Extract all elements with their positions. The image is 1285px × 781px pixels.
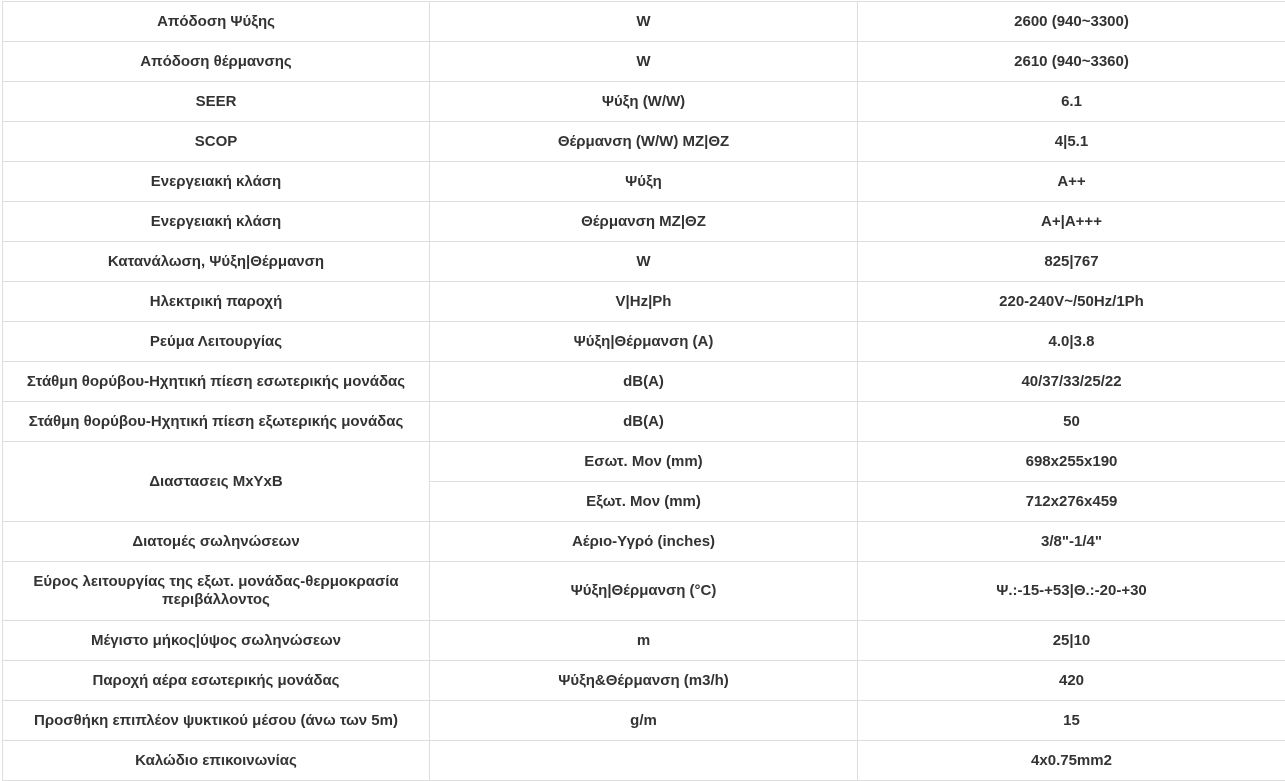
spec-label: SCOP — [3, 122, 430, 162]
spec-label: Ενεργειακή κλάση — [3, 162, 430, 202]
dimensions-indoor-unit: Εσωτ. Μον (mm) — [430, 442, 858, 482]
spec-value: 2610 (940~3360) — [858, 42, 1285, 82]
spec-unit: Ψύξη|Θέρμανση (A) — [430, 322, 858, 362]
spec-unit: Θέρμανση (W/W) ΜΖ|ΘΖ — [430, 122, 858, 162]
spec-label: Προσθήκη επιπλέον ψυκτικού μέσου (άνω των 5m) — [3, 701, 430, 741]
spec-unit: m — [430, 621, 858, 661]
table-row — [3, 82, 1285, 122]
spec-value: 25|10 — [858, 621, 1285, 661]
spec-unit: Ψύξη — [430, 162, 858, 202]
table-row — [3, 621, 1285, 661]
table-row — [3, 442, 1285, 482]
spec-value: 6.1 — [858, 82, 1285, 122]
dimensions-outdoor-unit: Εξωτ. Μον (mm) — [430, 482, 858, 522]
table-row — [3, 282, 1285, 322]
spec-label: Ενεργειακή κλάση — [3, 202, 430, 242]
spec-unit: Ψύξη&Θέρμανση (m3/h) — [430, 661, 858, 701]
spec-label: Ρεύμα Λειτουργίας — [3, 322, 430, 362]
spec-unit: dB(A) — [430, 362, 858, 402]
dimensions-label: Διαστασεις ΜxΥxΒ — [3, 442, 430, 522]
spec-value: Ψ.:-15-+53|Θ.:-20-+30 — [858, 562, 1285, 621]
spec-value: 15 — [858, 701, 1285, 741]
table-row — [3, 162, 1285, 202]
table-row — [3, 701, 1285, 741]
spec-unit: W — [430, 42, 858, 82]
spec-value: 3/8"-1/4" — [858, 522, 1285, 562]
spec-unit: W — [430, 2, 858, 42]
table-row — [3, 661, 1285, 701]
table-row — [3, 362, 1285, 402]
table-row — [3, 242, 1285, 282]
table-row — [3, 122, 1285, 162]
spec-label: Παροχή αέρα εσωτερικής μονάδας — [3, 661, 430, 701]
dimensions-indoor-value: 698x255x190 — [858, 442, 1285, 482]
table-row — [3, 562, 1285, 621]
spec-value: 4.0|3.8 — [858, 322, 1285, 362]
table-row — [3, 402, 1285, 442]
spec-unit: Θέρμανση ΜΖ|ΘΖ — [430, 202, 858, 242]
spec-value: 825|767 — [858, 242, 1285, 282]
spec-value: A+|A+++ — [858, 202, 1285, 242]
table-row — [3, 322, 1285, 362]
spec-label: SEER — [3, 82, 430, 122]
spec-unit: W — [430, 242, 858, 282]
spec-label: Απόδοση Ψύξης — [3, 2, 430, 42]
spec-label: Απόδοση θέρμανσης — [3, 42, 430, 82]
spec-value: 2600 (940~3300) — [858, 2, 1285, 42]
dimensions-outdoor-value: 712x276x459 — [858, 482, 1285, 522]
spec-label: Καλώδιο επικοινωνίας — [3, 741, 430, 781]
table-row — [3, 522, 1285, 562]
spec-label: Στάθμη θορύβου-Ηχητική πίεση εξωτερικής μονάδας — [3, 402, 430, 442]
spec-value: 50 — [858, 402, 1285, 442]
spec-unit: V|Hz|Ph — [430, 282, 858, 322]
table-row — [3, 42, 1285, 82]
spec-label: Διατομές σωληνώσεων — [3, 522, 430, 562]
spec-value: 420 — [858, 661, 1285, 701]
spec-label: Στάθμη θορύβου-Ηχητική πίεση εσωτερικής μονάδας — [3, 362, 430, 402]
specs-table — [2, 1, 1285, 781]
table-row — [3, 2, 1285, 42]
spec-label: Ηλεκτρική παροχή — [3, 282, 430, 322]
spec-unit — [430, 741, 858, 781]
table-row — [3, 202, 1285, 242]
spec-label: Κατανάλωση, Ψύξη|Θέρμανση — [3, 242, 430, 282]
spec-label: Εύρος λειτουργίας της εξωτ. μονάδας-θερμοκρασία περιβάλλοντος — [3, 562, 430, 621]
spec-value: 40/37/33/25/22 — [858, 362, 1285, 402]
spec-unit: Αέριο-Υγρό (inches) — [430, 522, 858, 562]
spec-value: 4|5.1 — [858, 122, 1285, 162]
spec-unit: Ψύξη (W/W) — [430, 82, 858, 122]
spec-unit: Ψύξη|Θέρμανση (°C) — [430, 562, 858, 621]
spec-value: 4x0.75mm2 — [858, 741, 1285, 781]
spec-value: A++ — [858, 162, 1285, 202]
spec-unit: dB(A) — [430, 402, 858, 442]
spec-unit: g/m — [430, 701, 858, 741]
spec-label: Μέγιστο μήκος|ύψος σωληνώσεων — [3, 621, 430, 661]
table-row — [3, 741, 1285, 781]
spec-value: 220-240V~/50Hz/1Ph — [858, 282, 1285, 322]
